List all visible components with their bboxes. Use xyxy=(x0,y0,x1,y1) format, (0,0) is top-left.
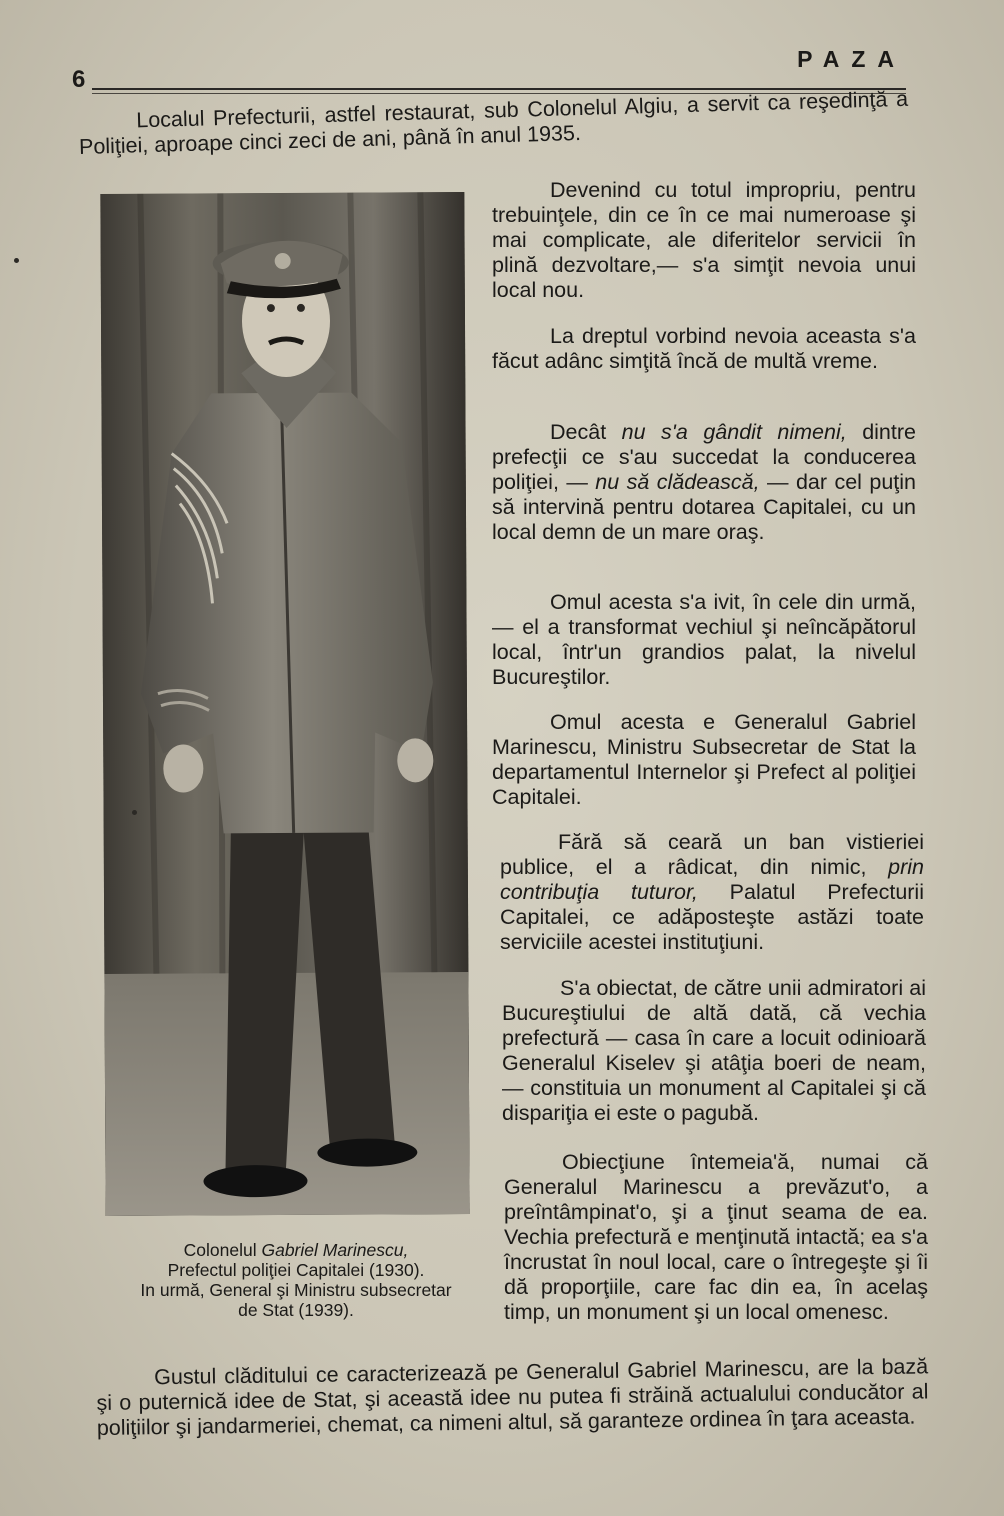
column-paragraph-7: S'a obiectat, de către unii admiratori ai Bucureştiului de altă dată, că vechia prefectură — casa în care a locuit odinioară Generalul Kiselev şi atâţia boeri de neam, — constituia un monument al Capitalei şi că dispariţia ei este o pagubă. xyxy=(502,976,926,1125)
intro-paragraph: Localul Prefecturii, astfel restaurat, sub Colonelul Algiu, a servit ca reşedinţă a Poliţiei, aproape cinci zeci de ani, până în anul 1935. xyxy=(78,86,909,159)
column-paragraph-6: Fără să ceară un ban vistieriei publice, el a râdicat, din nimic, prin contribuţia tuturor, Palatul Prefecturii Capitalei, ce adăposteşte astăzi toate serviciile acestei instituţiuni. xyxy=(500,830,924,954)
closing-paragraph: Gustul clăditului ce caracterizează pe Generalul Gabriel Marinescu, are la bază şi o puternică idee de Stat, şi această idee nu putea fi străină actualului conducător al poliţiilor şi jandarmeriei, chemat, ca nimeni altul, să garanteze ordinea în ţara aceasta. xyxy=(96,1354,929,1440)
column-paragraph-8: Obiecţiune întemeia'ă, numai că Generalul Marinescu a prevăzut'o, a preîntâmpinat'o, şi a ţinut seama de ea. Vechia prefectură e menţinută intactă; ea s'a încrustat în noul local, care o întregeşte şi îi dă proporţiile, care fac din ea, în acelaş timp, un monument şi un local omenesc. xyxy=(504,1150,928,1324)
caption-line-2: Prefectul poliţiei Capitalei (1930). xyxy=(167,1260,425,1280)
column-paragraph-2: La dreptul vorbind nevoia aceasta s'a făcut adânc simţită încă de multă vreme. xyxy=(492,324,916,373)
photo-caption xyxy=(106,1240,486,1320)
paper-speck xyxy=(14,258,19,263)
column-paragraph-3: Decât nu s'a gândit nimeni, dintre prefecţii ce s'au succedat la conducerea poliţiei, — nu să clădească, — dar cel puţin să intervină pentru dotarea Capitalei, cu un local demn de un mare oraş. xyxy=(492,420,916,544)
caption-line-4: de Stat (1939). xyxy=(238,1300,354,1320)
officer-figure xyxy=(100,192,469,1216)
column-paragraph-1: Devenind cu totul impropriu, pentru trebuinţele, din ce în ce mai numeroase şi mai complicate, ale diferitelor servicii în plină dezvoltare,— s'a simţit nevoia unui local nou. xyxy=(492,178,916,302)
caption-name: Gabriel Marinescu, xyxy=(261,1240,409,1260)
portrait-photograph xyxy=(100,192,469,1216)
column-paragraph-5: Omul acesta e Generalul Gabriel Marinescu, Ministru Subsecretar de Stat la departamentul Internelor şi Prefect al poliţiei Capitalei. xyxy=(492,710,916,809)
caption-line-3: In urmă, General şi Ministru subsecretar xyxy=(140,1280,452,1300)
running-title: PAZA xyxy=(797,46,906,72)
page-number: 6 xyxy=(72,66,86,93)
caption-prefix: Colonelul xyxy=(183,1240,262,1260)
column-paragraph-4: Omul acesta s'a ivit, în cele din urmă, — el a transformat vechiul şi neîncăpătorul local, într'un grandios palat, la nivelul Bucureştilor. xyxy=(492,590,916,689)
paper-speck xyxy=(132,810,137,815)
